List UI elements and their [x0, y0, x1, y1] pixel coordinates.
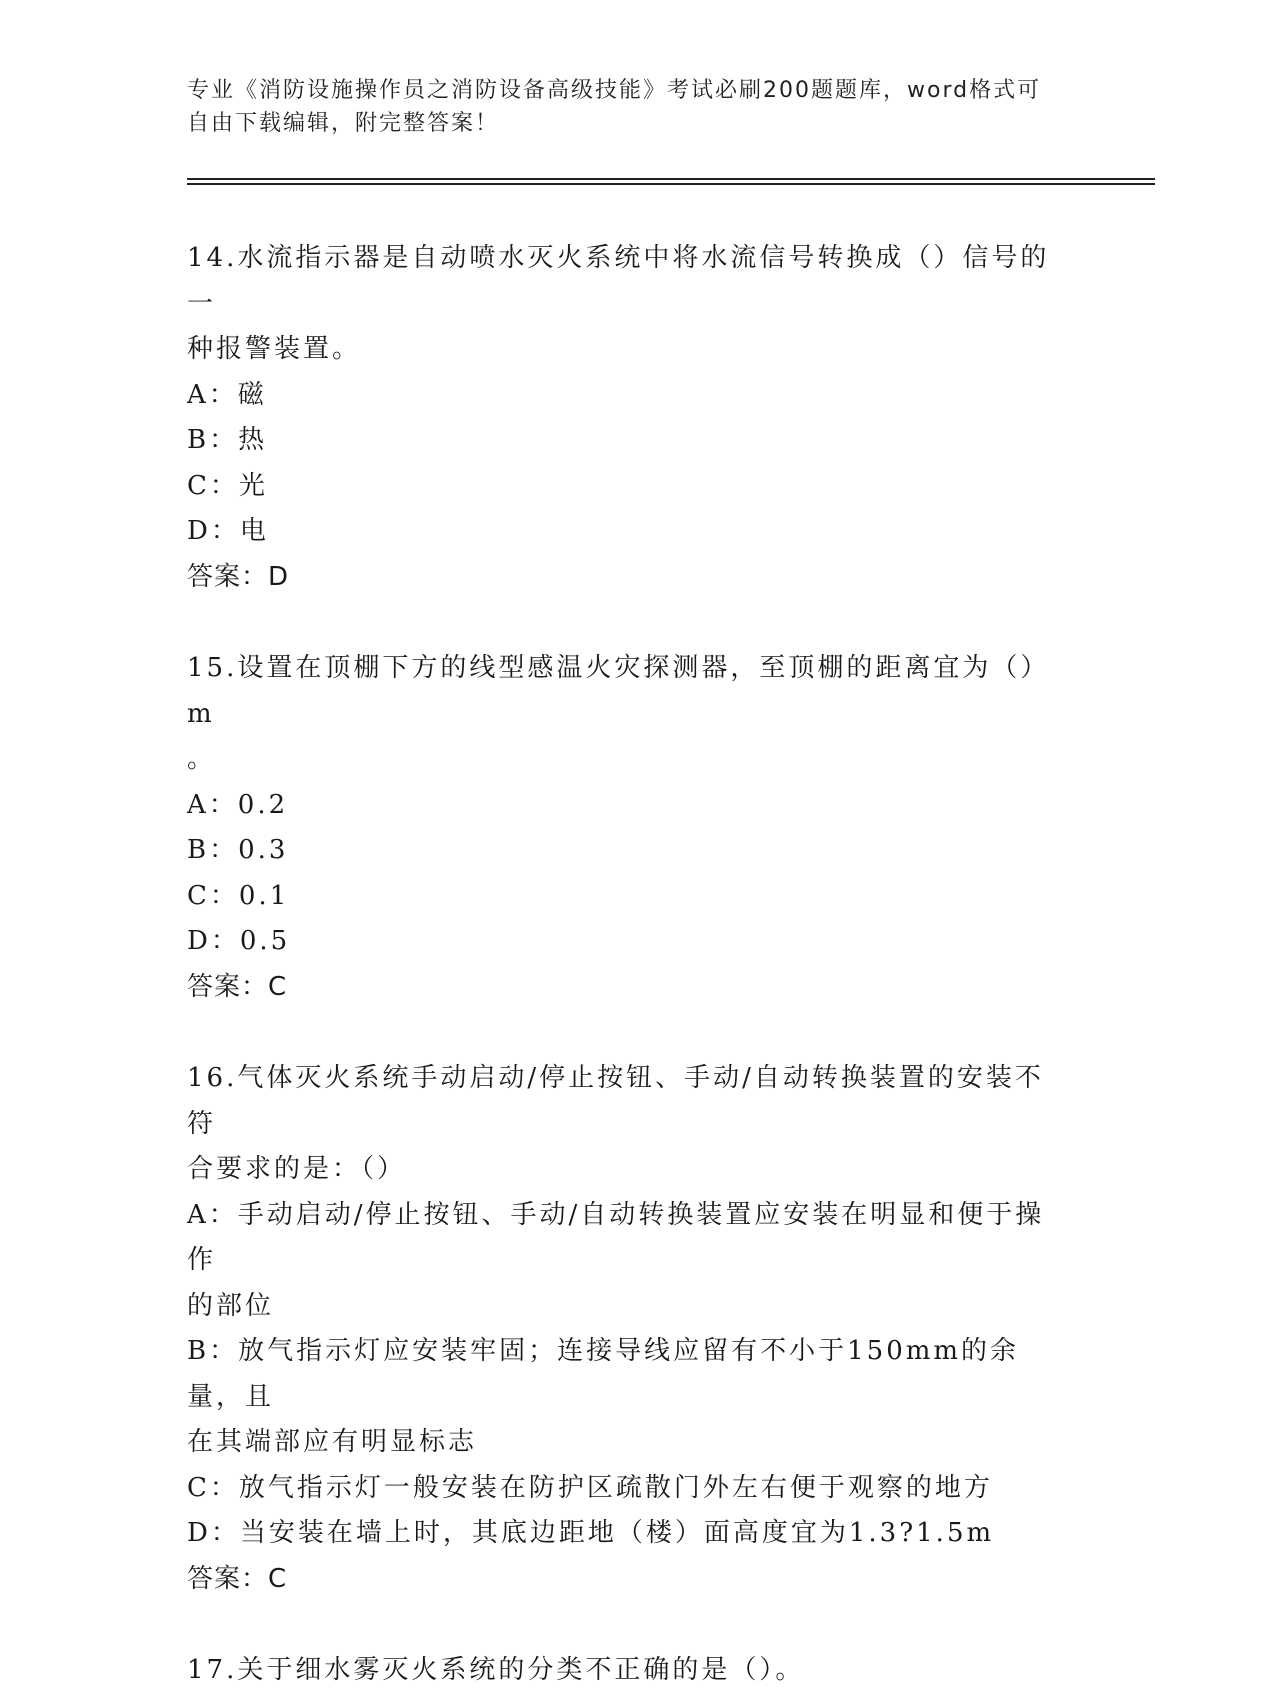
question-stem: 14.水流指示器是自动喷水灭火系统中将水流信号转换成（）信号的一 — [187, 243, 1050, 319]
option-c: C：放气指示灯一般安装在防护区疏散门外左右便于观察的地方 — [187, 1472, 993, 1503]
question-stem: 15.设置在顶棚下方的线型感温火灾探测器，至顶棚的距离宜为（）m — [187, 653, 1050, 729]
option-b: B：放气指示灯应安装牢固；连接导线应留有不小于150mm的余量，且 — [187, 1336, 1020, 1412]
option-c: C：光 — [187, 470, 268, 501]
option-a: A：手动启动/停止按钮、手动/自动转换装置应安装在明显和便于操作 — [187, 1199, 1045, 1275]
header-line-1: 专业《消防设施操作员之消防设备高级技能》考试必刷200题题库，word格式可 — [187, 78, 1042, 103]
option-d: D：电 — [187, 516, 269, 546]
question-14 — [187, 236, 1067, 600]
answer: 答案：C — [187, 1563, 288, 1594]
option-b: B：0.3 — [187, 835, 289, 865]
header-divider-bottom — [187, 183, 1155, 185]
answer: 答案：D — [187, 561, 290, 592]
question-17 — [187, 1648, 1067, 1694]
spacer — [187, 1010, 1067, 1056]
spacer — [187, 1602, 1067, 1648]
question-stem-continued: 种报警装置。 — [187, 334, 362, 364]
option-d: D：当安装在墙上时，其底边距地（楼）面高度宜为1.3?1.5m — [187, 1518, 995, 1548]
question-stem: 16.气体灭火系统手动启动/停止按钮、手动/自动转换装置的安装不符 — [187, 1063, 1044, 1139]
option-d: D：0.5 — [187, 926, 291, 956]
option-b-continued: 在其端部应有明显标志 — [187, 1427, 478, 1457]
option-c: C：0.1 — [187, 880, 290, 911]
question-stem: 17.关于细水雾灭火系统的分类不正确的是（）。 — [187, 1655, 805, 1685]
question-stem-continued: 。 — [187, 744, 217, 774]
option-b: B：热 — [187, 425, 268, 455]
question-15 — [187, 646, 1067, 1010]
option-a: A：磁 — [187, 379, 267, 410]
spacer — [187, 600, 1067, 646]
header-line-2: 自由下载编辑，附完整答案！ — [187, 111, 500, 136]
header-divider-top — [187, 178, 1155, 180]
question-stem-continued: 合要求的是：（） — [187, 1154, 407, 1184]
question-list — [187, 236, 1067, 1694]
answer: 答案：C — [187, 971, 288, 1002]
question-16 — [187, 1056, 1067, 1602]
option-a-continued: 的部位 — [187, 1290, 275, 1321]
option-a: A：0.2 — [187, 789, 289, 820]
document-header — [187, 74, 1067, 140]
